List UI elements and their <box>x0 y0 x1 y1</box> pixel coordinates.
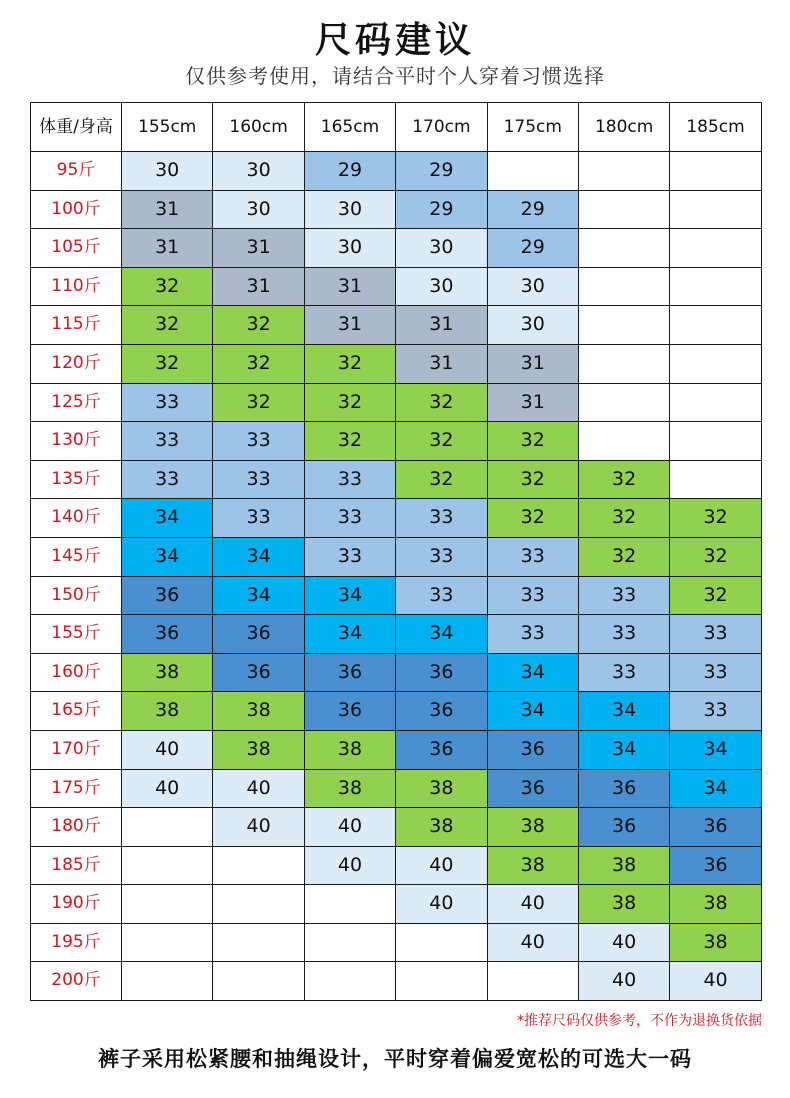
size-cell: 36 <box>396 692 487 731</box>
height-header: 170cm <box>396 103 487 152</box>
empty-cell <box>670 306 761 345</box>
size-cell: 32 <box>304 344 395 383</box>
size-cell: 40 <box>487 885 578 924</box>
size-cell: 32 <box>213 306 304 345</box>
size-cell: 33 <box>213 460 304 499</box>
empty-cell <box>578 267 669 306</box>
size-cell: 40 <box>396 885 487 924</box>
page-title: 尺码建议 <box>314 20 475 61</box>
table-row <box>31 383 762 422</box>
empty-cell <box>122 885 213 924</box>
size-cell: 31 <box>122 190 213 229</box>
table-row <box>31 615 762 654</box>
size-cell: 38 <box>304 769 395 808</box>
size-cell: 40 <box>396 846 487 885</box>
size-cell: 38 <box>578 846 669 885</box>
weight-label: 115斤 <box>31 306 122 345</box>
empty-cell <box>396 923 487 962</box>
table-row <box>31 229 762 268</box>
table-row <box>31 769 762 808</box>
size-cell: 40 <box>487 923 578 962</box>
size-cell: 36 <box>122 615 213 654</box>
size-cell: 31 <box>122 229 213 268</box>
size-cell: 38 <box>122 653 213 692</box>
empty-cell <box>578 190 669 229</box>
empty-cell <box>304 962 395 1001</box>
weight-label: 155斤 <box>31 615 122 654</box>
empty-cell <box>213 923 304 962</box>
weight-label: 110斤 <box>31 267 122 306</box>
size-cell: 33 <box>396 576 487 615</box>
size-cell: 33 <box>487 615 578 654</box>
table-row <box>31 923 762 962</box>
size-cell: 32 <box>304 383 395 422</box>
table-row <box>31 808 762 847</box>
size-cell: 34 <box>122 537 213 576</box>
empty-cell <box>670 344 761 383</box>
size-cell: 36 <box>487 730 578 769</box>
size-cell: 33 <box>304 460 395 499</box>
table-row <box>31 962 762 1001</box>
size-cell: 32 <box>396 422 487 461</box>
weight-label: 165斤 <box>31 692 122 731</box>
size-cell: 33 <box>122 460 213 499</box>
empty-cell <box>304 923 395 962</box>
size-cell: 38 <box>487 808 578 847</box>
size-cell: 30 <box>213 190 304 229</box>
height-header: 155cm <box>122 103 213 152</box>
empty-cell <box>670 267 761 306</box>
weight-label: 190斤 <box>31 885 122 924</box>
empty-cell <box>122 923 213 962</box>
size-cell: 31 <box>396 306 487 345</box>
size-cell: 40 <box>213 769 304 808</box>
size-cell: 31 <box>487 383 578 422</box>
size-cell: 32 <box>578 460 669 499</box>
table-row <box>31 422 762 461</box>
table-row <box>31 460 762 499</box>
table-row <box>31 499 762 538</box>
weight-label: 95斤 <box>31 152 122 191</box>
size-cell: 36 <box>487 769 578 808</box>
size-cell: 40 <box>670 962 761 1001</box>
size-cell: 40 <box>578 962 669 1001</box>
size-cell: 34 <box>213 576 304 615</box>
size-cell: 36 <box>670 808 761 847</box>
corner-header: 体重/身高 <box>31 103 122 152</box>
size-cell: 38 <box>487 846 578 885</box>
empty-cell <box>670 152 761 191</box>
header-row <box>31 103 762 152</box>
size-cell: 30 <box>304 190 395 229</box>
size-cell: 33 <box>578 653 669 692</box>
size-cell: 38 <box>670 885 761 924</box>
weight-label: 150斤 <box>31 576 122 615</box>
table-row <box>31 152 762 191</box>
table-row <box>31 885 762 924</box>
weight-label: 200斤 <box>31 962 122 1001</box>
size-cell: 33 <box>578 576 669 615</box>
size-cell: 32 <box>578 537 669 576</box>
empty-cell <box>578 344 669 383</box>
size-cell: 36 <box>122 576 213 615</box>
size-cell: 32 <box>578 499 669 538</box>
size-cell: 33 <box>396 499 487 538</box>
size-cell: 38 <box>396 769 487 808</box>
height-header: 165cm <box>304 103 395 152</box>
weight-label: 195斤 <box>31 923 122 962</box>
empty-cell <box>578 383 669 422</box>
size-chart-table <box>30 102 762 1001</box>
size-cell: 30 <box>304 229 395 268</box>
empty-cell <box>213 885 304 924</box>
empty-cell <box>670 229 761 268</box>
size-cell: 33 <box>304 537 395 576</box>
size-cell: 31 <box>213 267 304 306</box>
size-cell: 33 <box>213 422 304 461</box>
empty-cell <box>578 306 669 345</box>
size-cell: 32 <box>670 576 761 615</box>
weight-label: 170斤 <box>31 730 122 769</box>
empty-cell <box>670 422 761 461</box>
table-row <box>31 730 762 769</box>
size-cell: 38 <box>122 692 213 731</box>
size-cell: 40 <box>578 923 669 962</box>
height-header: 175cm <box>487 103 578 152</box>
size-cell: 31 <box>213 229 304 268</box>
weight-label: 140斤 <box>31 499 122 538</box>
size-cell: 32 <box>396 460 487 499</box>
size-cell: 36 <box>304 653 395 692</box>
size-cell: 40 <box>213 808 304 847</box>
size-cell: 32 <box>213 383 304 422</box>
empty-cell <box>122 846 213 885</box>
table-row <box>31 267 762 306</box>
table-row <box>31 692 762 731</box>
size-cell: 29 <box>396 152 487 191</box>
size-cell: 30 <box>396 229 487 268</box>
size-cell: 40 <box>304 846 395 885</box>
weight-label: 145斤 <box>31 537 122 576</box>
table-row <box>31 306 762 345</box>
empty-cell <box>396 962 487 1001</box>
size-cell: 33 <box>487 537 578 576</box>
empty-cell <box>213 962 304 1001</box>
size-cell: 32 <box>396 383 487 422</box>
size-cell: 33 <box>578 615 669 654</box>
size-cell: 29 <box>487 229 578 268</box>
size-cell: 33 <box>122 383 213 422</box>
size-cell: 36 <box>670 846 761 885</box>
size-cell: 31 <box>304 306 395 345</box>
size-cell: 32 <box>670 537 761 576</box>
size-cell: 33 <box>304 499 395 538</box>
empty-cell <box>487 152 578 191</box>
weight-label: 100斤 <box>31 190 122 229</box>
size-cell: 34 <box>487 692 578 731</box>
size-cell: 33 <box>122 422 213 461</box>
size-cell: 38 <box>670 923 761 962</box>
size-cell: 32 <box>487 460 578 499</box>
size-cell: 33 <box>670 692 761 731</box>
size-cell: 34 <box>670 730 761 769</box>
size-cell: 34 <box>122 499 213 538</box>
size-cell: 32 <box>122 344 213 383</box>
table-row <box>31 846 762 885</box>
empty-cell <box>670 190 761 229</box>
weight-label: 135斤 <box>31 460 122 499</box>
page-subtitle: 仅供参考使用，请结合平时个人穿着习惯选择 <box>185 64 605 88</box>
weight-label: 105斤 <box>31 229 122 268</box>
size-cell: 33 <box>670 653 761 692</box>
size-cell: 40 <box>122 730 213 769</box>
weight-label: 125斤 <box>31 383 122 422</box>
size-cell: 32 <box>122 267 213 306</box>
size-cell: 38 <box>213 692 304 731</box>
size-cell: 32 <box>304 422 395 461</box>
size-cell: 32 <box>122 306 213 345</box>
size-cell: 30 <box>122 152 213 191</box>
size-cell: 34 <box>304 615 395 654</box>
size-cell: 33 <box>396 537 487 576</box>
size-cell: 38 <box>578 885 669 924</box>
footer-tip: 裤子采用松紧腰和抽绳设计，平时穿着偏爱宽松的可选大一码 <box>98 1047 692 1071</box>
size-cell: 36 <box>578 808 669 847</box>
size-cell: 30 <box>396 267 487 306</box>
table-row <box>31 653 762 692</box>
size-cell: 40 <box>304 808 395 847</box>
size-cell: 34 <box>213 537 304 576</box>
weight-label: 130斤 <box>31 422 122 461</box>
weight-label: 180斤 <box>31 808 122 847</box>
empty-cell <box>304 885 395 924</box>
size-cell: 31 <box>396 344 487 383</box>
size-cell: 32 <box>487 422 578 461</box>
size-cell: 31 <box>487 344 578 383</box>
disclaimer-note: *推荐尺码仅供参考，不作为退换货依据 <box>517 1013 762 1029</box>
size-cell: 34 <box>578 692 669 731</box>
empty-cell <box>213 846 304 885</box>
size-cell: 32 <box>670 499 761 538</box>
size-cell: 36 <box>304 692 395 731</box>
size-cell: 33 <box>670 615 761 654</box>
size-cell: 33 <box>487 576 578 615</box>
size-cell: 38 <box>396 808 487 847</box>
empty-cell <box>122 808 213 847</box>
size-cell: 34 <box>487 653 578 692</box>
size-cell: 38 <box>213 730 304 769</box>
size-cell: 29 <box>487 190 578 229</box>
height-header: 185cm <box>670 103 761 152</box>
size-cell: 36 <box>578 769 669 808</box>
size-cell: 36 <box>213 615 304 654</box>
size-cell: 34 <box>396 615 487 654</box>
table-row <box>31 576 762 615</box>
empty-cell <box>670 383 761 422</box>
size-cell: 32 <box>213 344 304 383</box>
height-header: 180cm <box>578 103 669 152</box>
weight-label: 160斤 <box>31 653 122 692</box>
size-cell: 36 <box>396 653 487 692</box>
size-cell: 38 <box>304 730 395 769</box>
weight-label: 175斤 <box>31 769 122 808</box>
weight-label: 120斤 <box>31 344 122 383</box>
size-cell: 30 <box>213 152 304 191</box>
size-cell: 30 <box>487 267 578 306</box>
size-cell: 36 <box>213 653 304 692</box>
table-row <box>31 190 762 229</box>
weight-label: 185斤 <box>31 846 122 885</box>
size-cell: 40 <box>122 769 213 808</box>
empty-cell <box>122 962 213 1001</box>
size-cell: 33 <box>213 499 304 538</box>
size-cell: 30 <box>487 306 578 345</box>
table-row <box>31 537 762 576</box>
empty-cell <box>578 152 669 191</box>
size-cell: 29 <box>396 190 487 229</box>
empty-cell <box>487 962 578 1001</box>
empty-cell <box>670 460 761 499</box>
size-cell: 31 <box>304 267 395 306</box>
size-cell: 29 <box>304 152 395 191</box>
table-row <box>31 344 762 383</box>
empty-cell <box>578 422 669 461</box>
size-cell: 34 <box>670 769 761 808</box>
size-cell: 36 <box>396 730 487 769</box>
size-cell: 34 <box>578 730 669 769</box>
size-cell: 32 <box>487 499 578 538</box>
size-cell: 34 <box>304 576 395 615</box>
empty-cell <box>578 229 669 268</box>
height-header: 160cm <box>213 103 304 152</box>
